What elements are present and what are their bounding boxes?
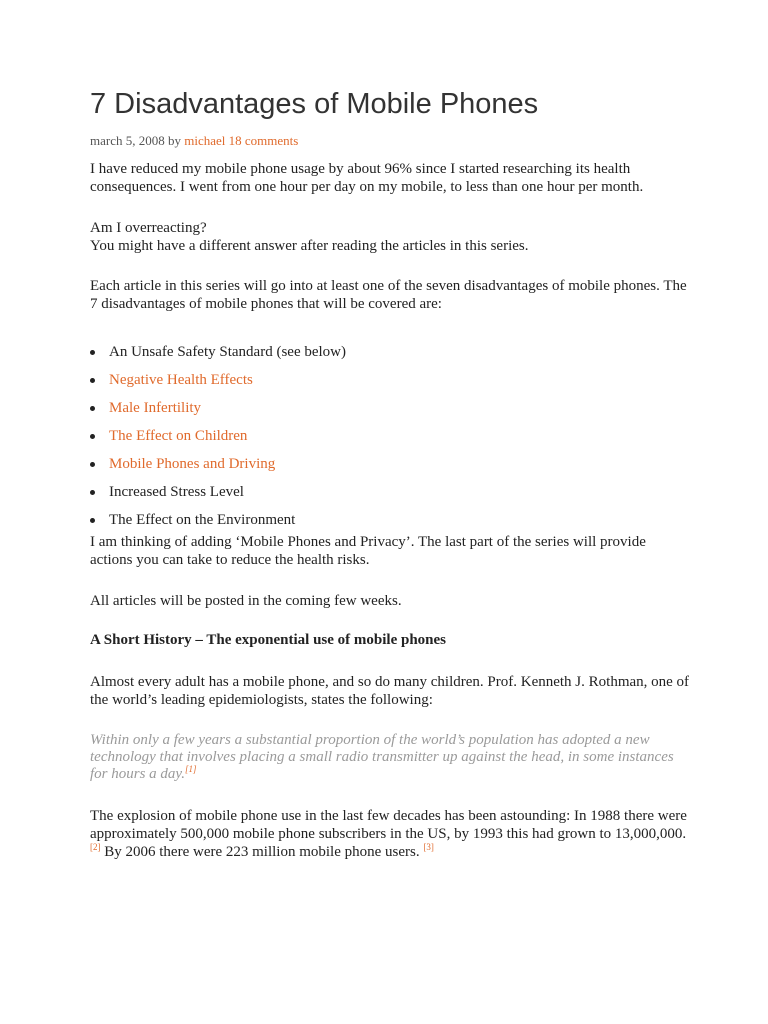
privacy-paragraph: I am thinking of adding ‘Mobile Phones and Privacy’. The last part of the series will provide actions you can take to reduce the health risks.	[90, 534, 646, 568]
quote-text: Within only a few years a substantial proportion of the world’s population has adopted a new technology that involves placing a small radio transmitter up against the head, in some instances for hours a day.	[90, 732, 674, 782]
footnote-ref-1[interactable]: [1]	[185, 764, 197, 774]
quote-block	[90, 732, 690, 783]
post-date: march 5, 2008	[90, 133, 165, 148]
list-item: An Unsafe Safety Standard (see below)	[90, 340, 346, 368]
list-item-link[interactable]: Male Infertility	[90, 396, 346, 424]
byline-by: by	[167, 133, 181, 148]
question-line-1: Am I overreacting?	[90, 220, 207, 236]
intro-paragraph: I have reduced my mobile phone usage by about 96% since I started researching its health consequences. I went from one hour per day on my mobile, to less than one hour per month.	[90, 161, 644, 195]
article-meta	[90, 133, 298, 149]
history-heading: A Short History – The exponential use of mobile phones	[90, 632, 447, 648]
explosion-text-1: The explosion of mobile phone use in the last few decades has been astounding: In 1988 there were approximately 500,000 mobile phone subscribers in the US, by 1993 this had grown to 13,000,000.	[90, 808, 687, 842]
posted-paragraph: All articles will be posted in the coming few weeks.	[90, 593, 402, 609]
history-paragraph: Almost every adult has a mobile phone, and so do many children. Prof. Kenneth J. Rothman, one of the world’s leading epidemiologists, states the following:	[90, 674, 690, 708]
article-title: 7 Disadvantages of Mobile Phones	[90, 88, 539, 120]
author-link[interactable]: michael	[184, 133, 226, 148]
question-line-2: You might have a different answer after reading the articles in this series.	[90, 238, 529, 254]
footnote-ref-2[interactable]: [2]	[90, 842, 101, 852]
explosion-text-2: By 2006 there were 223 million mobile phone users.	[104, 844, 420, 860]
list-item-link[interactable]: The Effect on Children	[90, 424, 346, 452]
series-intro-paragraph: Each article in this series will go into at least one of the seven disadvantages of mobile phones. The 7 disadvantages of mobile phones that will be covered are:	[90, 278, 687, 312]
explosion-paragraph	[90, 807, 690, 861]
question-paragraph	[90, 219, 690, 255]
disadvantages-list	[90, 340, 346, 536]
list-item-link[interactable]: Mobile Phones and Driving	[90, 452, 346, 480]
list-item: Increased Stress Level	[90, 480, 346, 508]
footnote-ref-3[interactable]: [3]	[423, 842, 434, 852]
list-item-link[interactable]: Negative Health Effects	[90, 368, 346, 396]
list-item: The Effect on the Environment	[90, 508, 346, 536]
comments-link[interactable]: 18 comments	[228, 133, 299, 148]
